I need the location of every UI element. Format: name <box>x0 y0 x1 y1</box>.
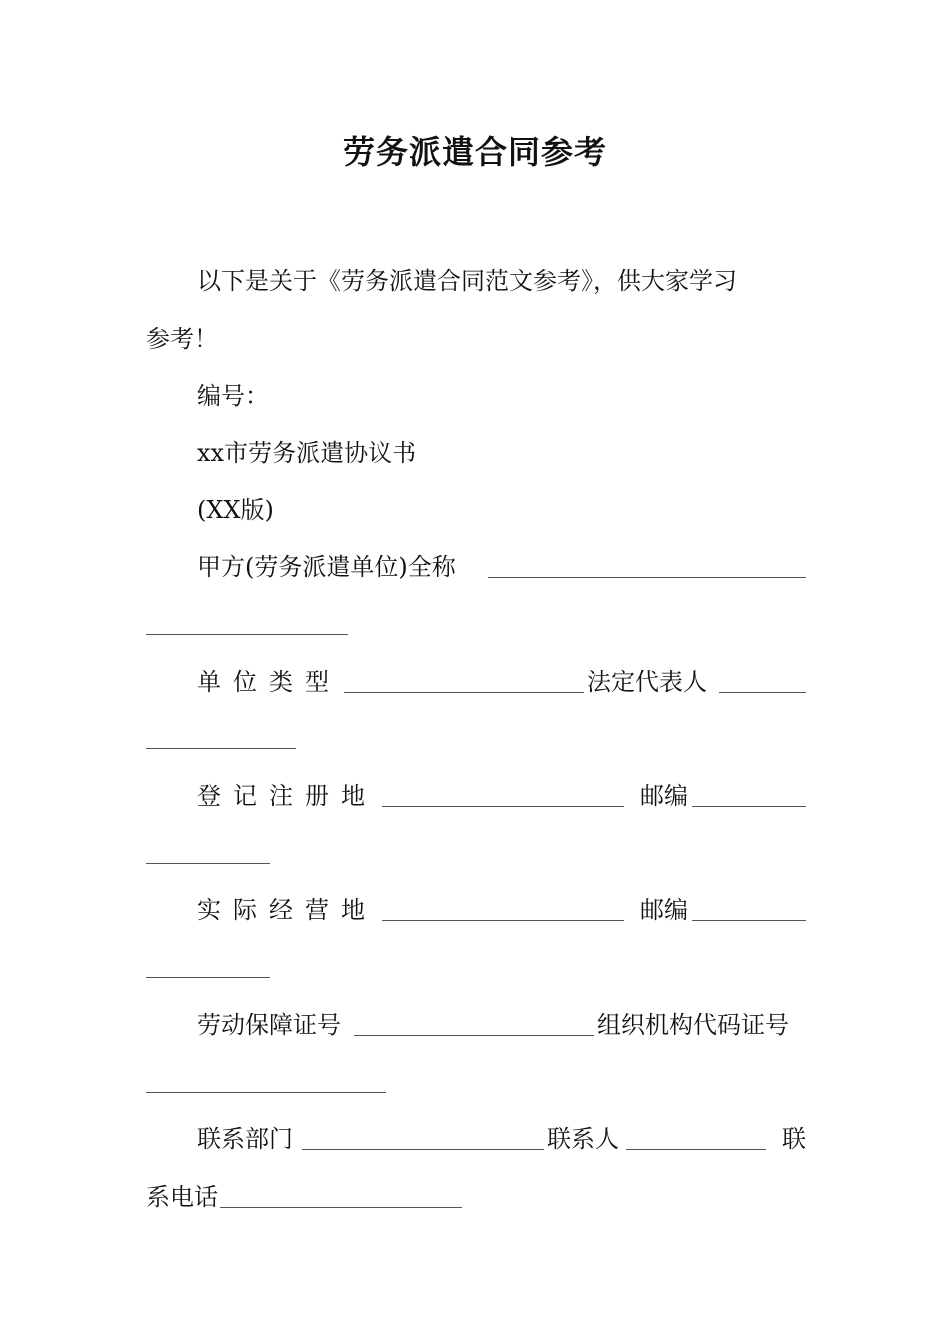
legal-representative-blank-cont <box>146 748 296 749</box>
registered-postcode-blank <box>692 806 806 807</box>
party-a-name-label: 甲方(劳务派遣单位)全称 <box>197 553 456 581</box>
document-title: 劳务派遣合同参考 <box>342 133 607 171</box>
org-code-cert-blank <box>146 1092 386 1093</box>
contact-phone-blank <box>220 1207 462 1208</box>
version-label: (XX版) <box>197 496 274 524</box>
business-address-blank <box>382 920 624 921</box>
contact-person-blank <box>626 1149 766 1150</box>
serial-number-label: 编号： <box>197 382 269 410</box>
labor-security-cert-blank <box>354 1035 594 1036</box>
business-postcode-label: 邮编 <box>640 896 688 924</box>
party-a-name-blank <box>488 577 806 578</box>
legal-representative-blank <box>719 692 806 693</box>
org-code-cert-label: 组织机构代码证号 <box>597 1011 789 1039</box>
contact-department-label: 联系部门 <box>197 1125 293 1153</box>
unit-type-label: 单位类型 <box>197 668 341 696</box>
registered-postcode-blank-cont <box>146 863 270 864</box>
agreement-name: xx市劳务派遣协议书 <box>197 439 417 467</box>
contact-phone-label-part2: 系电话 <box>146 1183 218 1211</box>
registered-postcode-label: 邮编 <box>640 782 688 810</box>
business-address-label: 实际经营地 <box>197 896 377 924</box>
registered-address-label: 登记注册地 <box>197 782 377 810</box>
unit-type-blank <box>344 692 584 693</box>
business-postcode-blank-cont <box>146 977 270 978</box>
party-a-name-blank-cont <box>146 634 348 635</box>
labor-security-cert-label: 劳动保障证号 <box>197 1011 341 1039</box>
intro-text-line1: 以下是关于《劳务派遣合同范文参考》，供大家学习 <box>197 267 737 295</box>
contact-department-blank <box>302 1149 544 1150</box>
registered-address-blank <box>382 806 624 807</box>
intro-text-line2: 参考！ <box>146 325 218 353</box>
contact-phone-label-part1: 联 <box>782 1125 806 1153</box>
business-postcode-blank <box>692 920 806 921</box>
legal-representative-label: 法定代表人 <box>587 668 707 696</box>
contact-person-label: 联系人 <box>547 1125 619 1153</box>
